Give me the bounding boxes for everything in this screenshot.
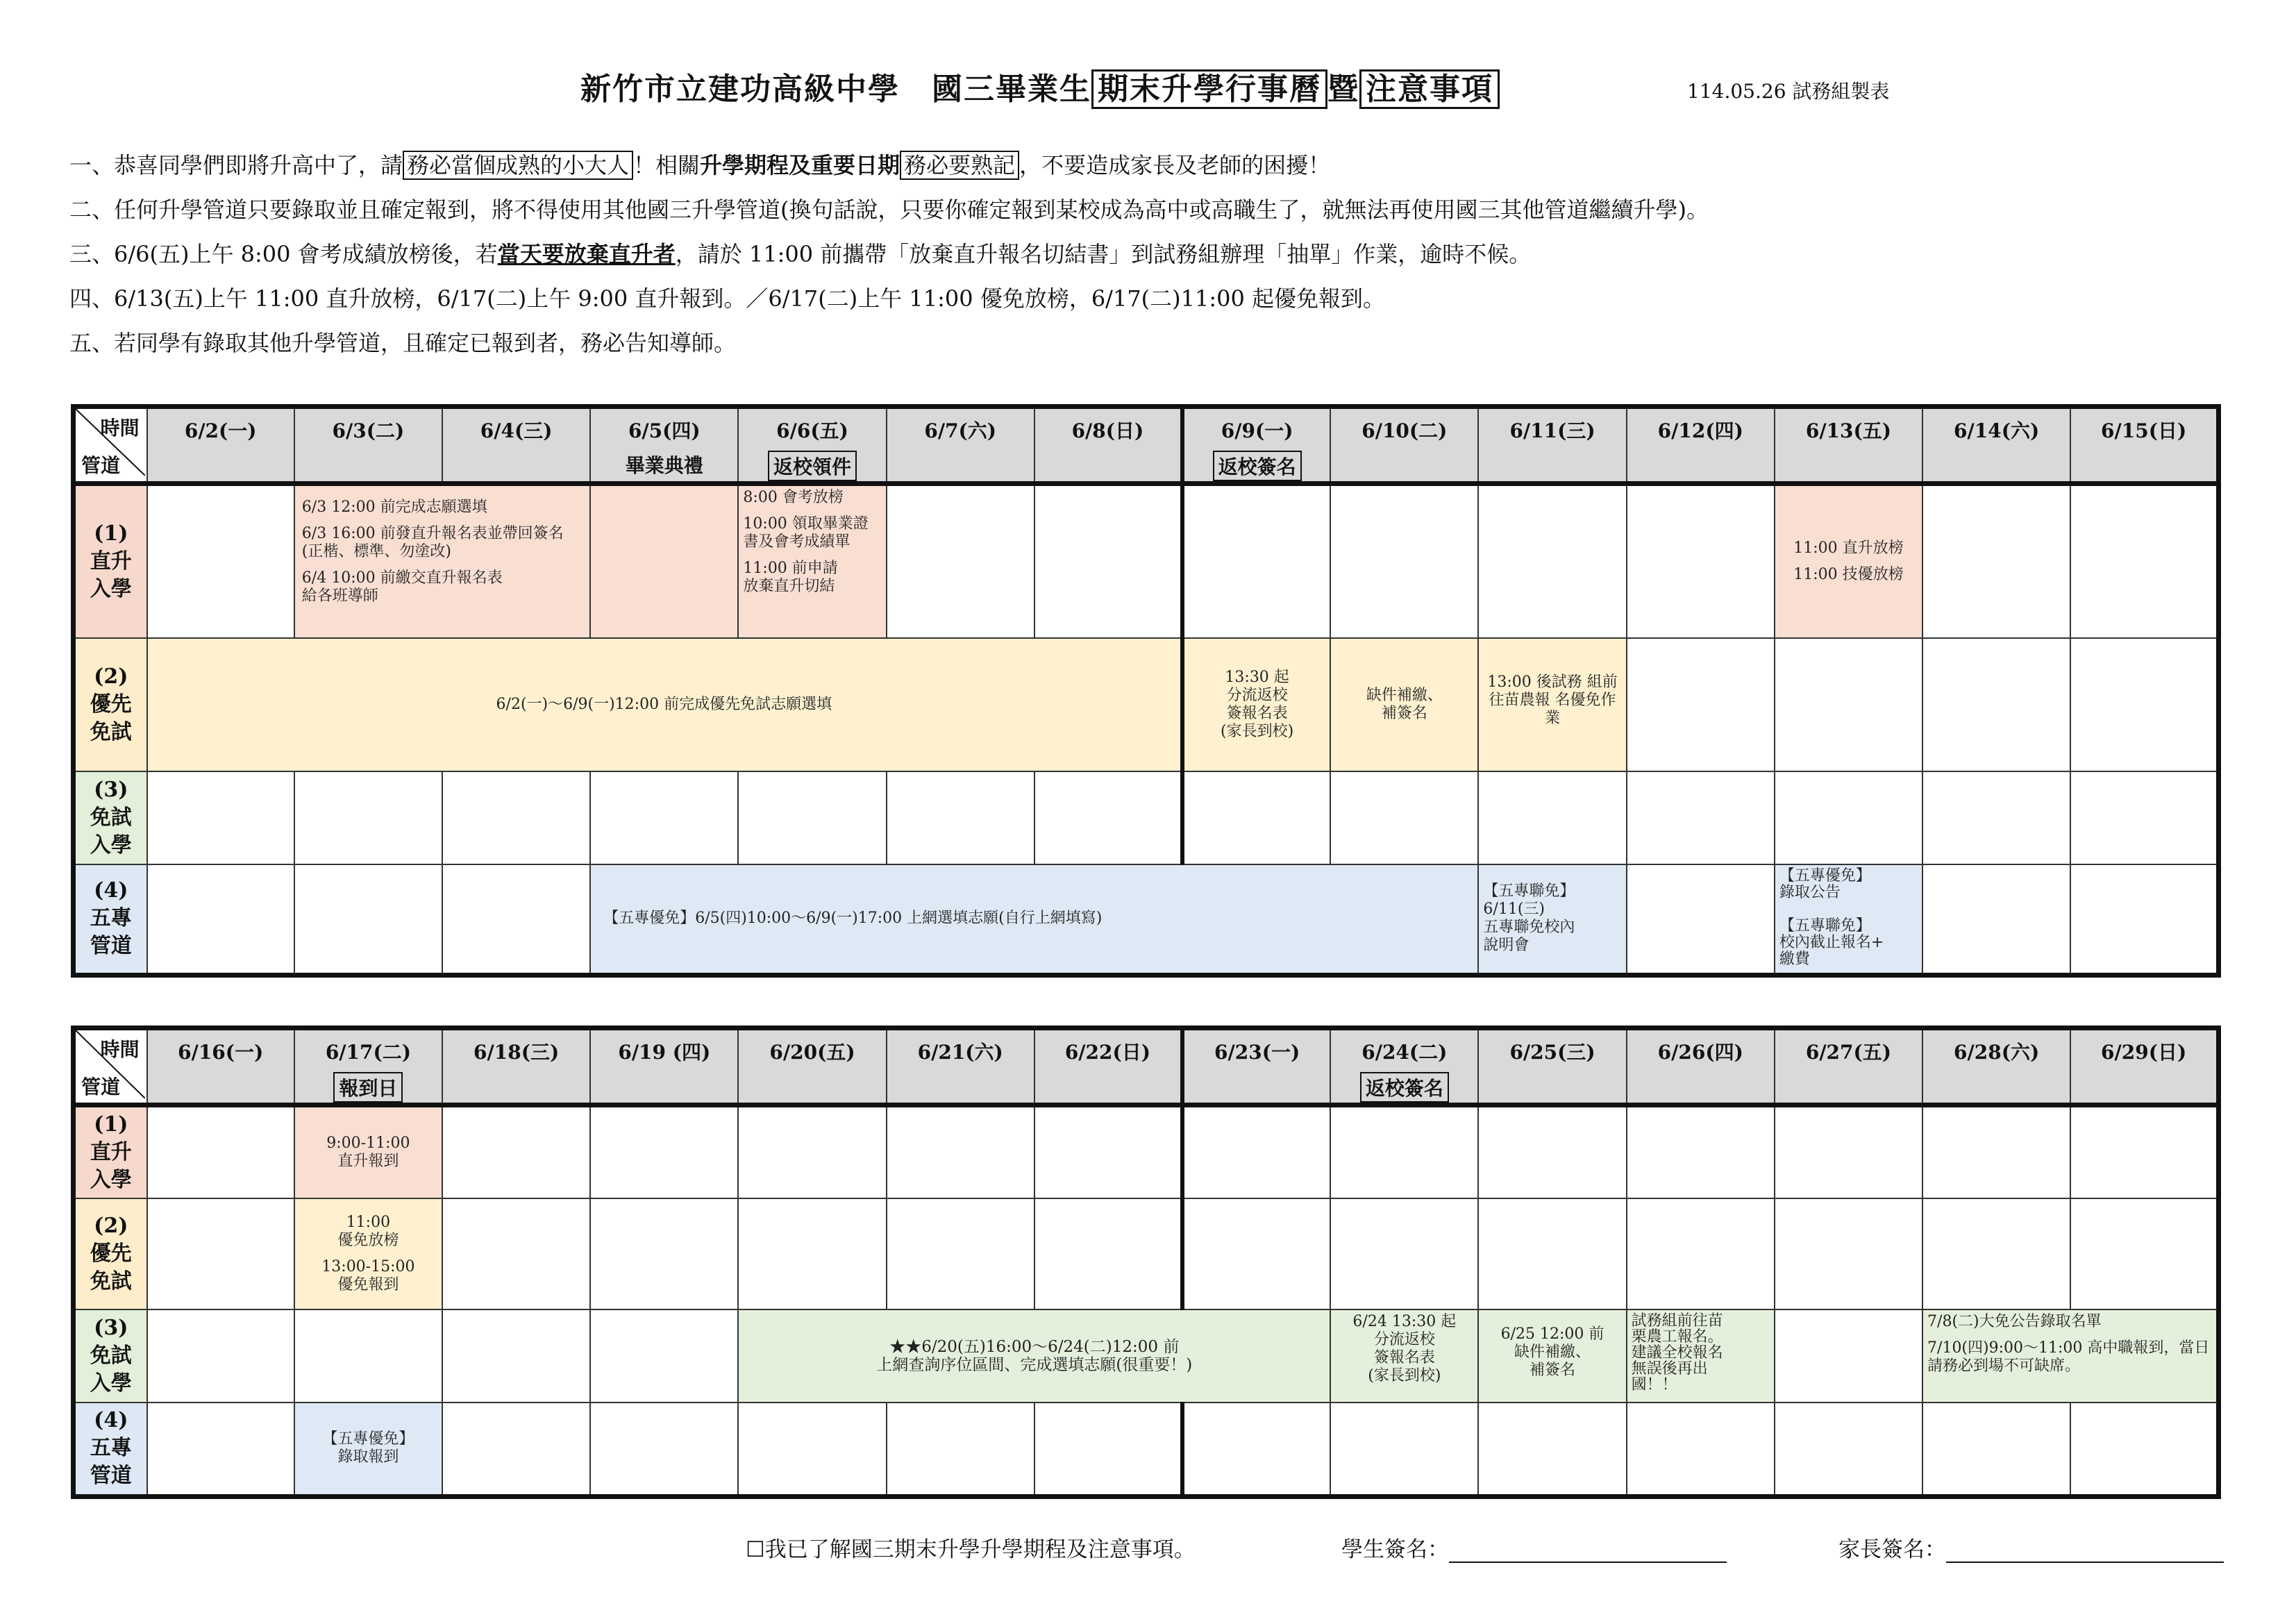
day-header <box>1627 1028 1775 1105</box>
event-cell <box>1775 864 1922 976</box>
day-header <box>887 1028 1034 1105</box>
date-stamp: 114.05.26 試務組製表 <box>1687 80 1890 103</box>
week-2-row-priority <box>74 1198 2219 1309</box>
event-text: 11:00 優免放榜 <box>337 1213 399 1249</box>
note-1-boxed-b: 務必要熟記 <box>900 151 1019 180</box>
calendar-cell <box>294 1309 442 1403</box>
calendar-cell <box>887 1105 1034 1198</box>
calendar-cell <box>1034 1105 1182 1198</box>
graduation-ceremony-label: 畢業典禮 <box>625 454 703 477</box>
note-4: 四、6/13(五)上午 11:00 直升放榜，6/17(二)上午 9:00 直升報到。／6/17(二)上午 11:00 優免放榜，6/17(二)11:00 起優免報到。 <box>69 285 1386 312</box>
event-cell <box>1775 484 1922 638</box>
event-text: 13:00-15:00 優免報到 <box>321 1257 415 1294</box>
week-1-row-exam-free <box>74 771 2219 864</box>
event-cell <box>294 1403 442 1497</box>
student-signature <box>1341 1532 1727 1563</box>
event-text: 10:00 領取畢業證書及會考成績單 <box>743 515 869 551</box>
calendar-cell <box>1775 1105 1922 1198</box>
calendar-cell <box>147 771 294 864</box>
day-label: 6/25(三) <box>1509 1041 1595 1064</box>
day-label: 6/11(三) <box>1509 419 1595 442</box>
corner-cell <box>74 1028 147 1105</box>
calendar-cell <box>147 1105 294 1198</box>
title-boxed-calendar: 期末升學行事曆 <box>1091 69 1327 109</box>
calendar-week-1 <box>71 404 2221 978</box>
note-1-text-a: 一、恭喜同學們即將升高中了，請 <box>69 152 403 178</box>
day-header <box>1775 407 1922 484</box>
calendar-cell <box>147 484 294 638</box>
calendar-cell <box>2070 1403 2218 1497</box>
calendar-cell <box>1922 864 2070 976</box>
event-text: 9:00-11:00 直升報到 <box>326 1134 410 1170</box>
row-label-exam-free: (3) 免試 入學 <box>74 1309 147 1403</box>
event-text: 【五專優免】6/5(四)10:00～6/9(一)17:00 上網選填志願(自行上網填寫) <box>603 910 1103 928</box>
calendar-cell <box>1182 1403 1330 1497</box>
week-1-row-direct <box>74 484 2219 638</box>
day-header <box>147 407 294 484</box>
calendar-cell <box>738 1403 886 1497</box>
event-text: 6/3 12:00 前完成志願選填 <box>301 499 487 516</box>
week-1-row-junior-college <box>74 864 2219 976</box>
day-header <box>1478 1028 1626 1105</box>
row-label-junior-college: (4) 五專 管道 <box>74 1403 147 1497</box>
week-2-row-direct <box>74 1105 2219 1198</box>
day-header <box>294 1028 442 1105</box>
event-text: 【五專聯免】 6/11(三) 五專聯免校內 說明會 <box>1483 882 1575 955</box>
calendar-cell <box>590 771 738 864</box>
day-label: 6/15(日) <box>2101 419 2187 442</box>
day-header <box>1330 1028 1478 1105</box>
calendar-cell <box>1775 771 1922 864</box>
event-cell <box>294 484 590 638</box>
day-label: 6/21(六) <box>917 1041 1003 1064</box>
week-1-header-row <box>74 407 2219 484</box>
calendar-cell <box>1627 1105 1775 1198</box>
acknowledge-checkbox-label[interactable]: ☐我已了解國三期末升學升學期程及注意事項。 <box>746 1537 1196 1562</box>
day-header <box>1034 1028 1182 1105</box>
calendar-cell <box>1330 1198 1478 1309</box>
event-cell <box>738 484 886 638</box>
day-label: 6/7(六) <box>924 419 997 442</box>
event-text: 11:00 技優放榜 <box>1793 565 1904 583</box>
day-label: 6/2(一) <box>184 419 257 442</box>
day-label: 6/16(一) <box>178 1041 264 1064</box>
event-text: 13:30 起 分流返校 簽報名表 (家長到校) <box>1221 668 1294 740</box>
calendar-cell <box>1775 1403 1922 1497</box>
calendar-cell <box>147 1403 294 1497</box>
event-cell <box>1182 638 1330 771</box>
calendar-cell <box>442 1198 590 1309</box>
day-label: 6/10(二) <box>1361 419 1448 442</box>
title-boxed-notes: 注意事項 <box>1359 69 1500 109</box>
calendar-cell <box>2070 771 2218 864</box>
calendar-cell <box>738 1198 886 1309</box>
event-cell <box>1627 1309 1775 1403</box>
calendar-cell <box>442 1403 590 1497</box>
calendar-cell <box>887 484 1034 638</box>
calendar-cell <box>147 864 294 976</box>
calendar-cell <box>1627 1198 1775 1309</box>
event-cell <box>147 638 1182 771</box>
title-school: 新竹市立建功高級中學 國三畢業生 <box>580 72 1091 107</box>
page-title <box>580 64 1500 108</box>
calendar-cell <box>1922 1403 2070 1497</box>
week-2-row-junior-college <box>74 1403 2219 1497</box>
calendar-week-2 <box>71 1026 2221 1499</box>
note-1-bold: 升學期程及重要日期 <box>700 152 900 178</box>
return-pickup-label: 返校領件 <box>768 451 857 481</box>
calendar-cell <box>1775 1198 1922 1309</box>
calendar-cell <box>2070 484 2218 638</box>
day-label: 6/14(六) <box>1954 419 2040 442</box>
day-label: 6/19 (四) <box>618 1041 711 1064</box>
week-2-header-row <box>74 1028 2219 1105</box>
calendar-cell <box>1182 771 1330 864</box>
day-label: 6/28(六) <box>1954 1041 2040 1064</box>
day-header <box>442 1028 590 1105</box>
calendar-cell <box>1182 1198 1330 1309</box>
calendar-cell <box>2070 638 2218 771</box>
title-connector: 暨 <box>1327 72 1359 107</box>
calendar-cell <box>1478 771 1626 864</box>
day-header <box>738 1028 886 1105</box>
calendar-cell <box>1478 1105 1626 1198</box>
corner-time-label: 時間 <box>100 1038 140 1061</box>
calendar-cell <box>1034 1403 1182 1497</box>
event-text: ★★6/20(五)16:00～6/24(二)12:00 前 上網查詢序位區間、完成選填志願(很重要！) <box>876 1337 1193 1374</box>
event-cell <box>1478 864 1626 976</box>
day-header <box>1775 1028 1922 1105</box>
calendar-cell <box>1330 1105 1478 1198</box>
calendar-cell <box>1034 1198 1182 1309</box>
calendar-cell <box>738 771 886 864</box>
day-header <box>2070 1028 2218 1105</box>
calendar-cell <box>442 1105 590 1198</box>
day-header <box>1627 407 1775 484</box>
event-cell <box>294 1198 442 1309</box>
student-signature-line[interactable] <box>1449 1538 1727 1563</box>
event-cell <box>590 484 738 638</box>
calendar-cell <box>294 771 442 864</box>
signature-footer <box>746 1532 2273 1566</box>
calendar-cell <box>738 1105 886 1198</box>
row-label-junior-college: (4) 五專 管道 <box>74 864 147 976</box>
event-text: 11:00 直升放榜 <box>1793 539 1904 557</box>
day-header <box>147 1028 294 1105</box>
note-3-text-a: 三、6/6(五)上午 8:00 會考成績放榜後，若 <box>69 241 498 267</box>
calendar-cell <box>1330 771 1478 864</box>
day-label: 6/4(三) <box>480 419 553 442</box>
event-text: 試務組前往苗 栗農工報名。 建議全校報名 無誤後再出 國！！ <box>1631 1312 1723 1393</box>
parent-signature <box>1838 1532 2224 1563</box>
title-row <box>0 64 2296 119</box>
calendar-cell <box>1330 484 1478 638</box>
day-label: 6/24(二) <box>1361 1041 1448 1064</box>
corner-cell <box>74 407 147 484</box>
calendar-cell <box>1330 1403 1478 1497</box>
calendar-cell <box>1922 484 2070 638</box>
calendar-cell <box>1775 638 1922 771</box>
event-cell <box>738 1309 1330 1403</box>
calendar-cell <box>1182 484 1330 638</box>
event-text: 【五專優免】 錄取公告 【五專聯免】 校內截止報名+ 繳費 <box>1779 867 1884 968</box>
calendar-cell <box>1922 1198 2070 1309</box>
calendar-cell <box>1627 864 1775 976</box>
day-header <box>1922 407 2070 484</box>
calendar-cell <box>2070 1198 2218 1309</box>
row-label-direct: (1) 直升 入學 <box>74 1105 147 1198</box>
day-label: 6/3(二) <box>332 419 405 442</box>
return-sign-label: 返校簽名 <box>1213 451 1302 481</box>
event-cell <box>1922 1309 2218 1403</box>
note-3-text-b: ，請於 11:00 前攜帶「放棄直升報名切結書」到試務組辦理「抽單」作業，逾時不候。 <box>675 241 1532 267</box>
return-sign-label: 返校簽名 <box>1360 1072 1449 1103</box>
day-header <box>590 1028 738 1105</box>
event-text: 7/10(四)9:00～11:00 高中職報到，當日請務必到場不可缺席。 <box>1927 1339 2210 1375</box>
event-text: 缺件補繳、 補簽名 <box>1366 686 1443 722</box>
calendar-cell <box>1182 1105 1330 1198</box>
event-cell <box>590 864 1478 976</box>
calendar-cell <box>1627 484 1775 638</box>
calendar-cell <box>442 864 590 976</box>
day-header <box>1034 407 1182 484</box>
day-header <box>590 407 738 484</box>
event-text: 8:00 會考放榜 <box>743 489 844 506</box>
note-5: 五、若同學有錄取其他升學管道，且確定已報到者，務必告知導師。 <box>69 330 737 356</box>
event-text: 6/25 12:00 前 缺件補繳、 補簽名 <box>1500 1325 1604 1379</box>
calendar-cell <box>1922 771 2070 864</box>
note-1 <box>69 143 2256 187</box>
day-label: 6/26(四) <box>1657 1041 1743 1064</box>
row-label-priority: (2) 優先 免試 <box>74 638 147 771</box>
event-cell <box>1330 1309 1478 1403</box>
calendar-cell <box>294 864 442 976</box>
row-label-exam-free: (3) 免試 入學 <box>74 771 147 864</box>
calendar-cell <box>1034 771 1182 864</box>
event-text: 7/8(二)大免公告錄取名單 <box>1927 1312 2102 1330</box>
day-label: 6/5(四) <box>628 419 701 442</box>
day-header <box>2070 407 2218 484</box>
day-header <box>1182 407 1330 484</box>
event-text: 6/24 13:30 起 分流返校 簽報名表 (家長到校) <box>1352 1312 1457 1384</box>
day-label: 6/23(一) <box>1214 1041 1300 1064</box>
row-label-direct: (1) 直升 入學 <box>74 484 147 638</box>
parent-signature-line[interactable] <box>1946 1538 2224 1563</box>
calendar-cell <box>147 1309 294 1403</box>
corner-channel-label: 管道 <box>81 454 121 477</box>
day-label: 6/6(五) <box>776 419 848 442</box>
week-2-row-exam-free <box>74 1309 2219 1403</box>
day-label: 6/17(二) <box>325 1041 411 1064</box>
note-1-text-b: ！相關 <box>633 152 701 178</box>
row-label-priority: (2) 優先 免試 <box>74 1198 147 1309</box>
day-label: 6/12(四) <box>1657 419 1743 442</box>
calendar-cell <box>590 1105 738 1198</box>
event-cell <box>1330 638 1478 771</box>
event-text: 6/3 16:00 前發直升報名表並帶回簽名(正楷、標準、勿塗改) <box>301 525 564 560</box>
event-text: 【五專優免】 錄取報到 <box>322 1430 414 1466</box>
event-text: 11:00 前申請 放棄直升切結 <box>743 560 838 595</box>
day-header <box>442 407 590 484</box>
note-3 <box>69 232 2256 276</box>
calendar-cell <box>1478 484 1626 638</box>
day-label: 6/22(日) <box>1064 1041 1150 1064</box>
event-text: 13:00 後試務 組前往苗農報 名優免作業 <box>1487 673 1618 727</box>
calendar-cell <box>2070 1105 2218 1198</box>
corner-channel-label: 管道 <box>81 1075 121 1098</box>
day-header <box>738 407 886 484</box>
day-label: 6/29(日) <box>2101 1041 2187 1064</box>
calendar-cell <box>2070 864 2218 976</box>
calendar-cell <box>887 1198 1034 1309</box>
note-2: 二、任何升學管道只要錄取並且確定報到，將不得使用其他國三升學管道(換句話說，只要你確定報到某校成為高中或高職生了，就無法再使用國三其他管道繼續升學)。 <box>69 196 1709 223</box>
note-1-text-c: ，不要造成家長及老師的困擾！ <box>1019 152 1331 178</box>
day-label: 6/13(五) <box>1805 419 1892 442</box>
event-text: 6/4 10:00 前繳交直升報名表 給各班導師 <box>301 569 503 605</box>
calendar-cell <box>590 1403 738 1497</box>
calendar-cell <box>1034 484 1182 638</box>
corner-time-label: 時間 <box>100 417 140 440</box>
day-label: 6/20(五) <box>769 1041 855 1064</box>
day-header <box>294 407 442 484</box>
calendar-cell <box>442 1309 590 1403</box>
calendar-cell <box>590 1309 738 1403</box>
day-header <box>1478 407 1626 484</box>
calendar-cell <box>147 1198 294 1309</box>
event-cell <box>294 1105 442 1198</box>
calendar-cell <box>887 771 1034 864</box>
day-header <box>1922 1028 2070 1105</box>
day-label: 6/8(日) <box>1071 419 1144 442</box>
calendar-cell <box>1627 771 1775 864</box>
event-cell <box>1478 1309 1626 1403</box>
calendar-cell <box>1922 638 2070 771</box>
report-day-label: 報到日 <box>333 1072 403 1103</box>
notes-list <box>69 143 2256 365</box>
student-signature-label: 學生簽名： <box>1341 1537 1449 1562</box>
day-header <box>887 407 1034 484</box>
event-text: 6/2(一)～6/9(一)12:00 前完成優先免試志願選填 <box>496 695 832 713</box>
event-cell <box>1478 638 1626 771</box>
day-header <box>1330 407 1478 484</box>
day-label: 6/27(五) <box>1805 1041 1892 1064</box>
calendar-cell <box>590 1198 738 1309</box>
calendar-cell <box>1478 1198 1626 1309</box>
parent-signature-label: 家長簽名： <box>1838 1537 1946 1562</box>
calendar-cell <box>887 1403 1034 1497</box>
calendar-cell <box>1922 1105 2070 1198</box>
calendar-cell <box>1775 1309 1922 1403</box>
week-1-row-priority <box>74 638 2219 771</box>
note-1-boxed-a: 務必當個成熟的小大人 <box>403 151 633 180</box>
day-label: 6/18(三) <box>474 1041 560 1064</box>
calendar-cell <box>1627 638 1775 771</box>
day-header <box>1182 1028 1330 1105</box>
day-label: 6/9(一) <box>1221 419 1293 442</box>
calendar-cell <box>1627 1403 1775 1497</box>
calendar-cell <box>442 771 590 864</box>
note-3-bold: 當天要放棄直升者 <box>497 241 676 267</box>
calendar-cell <box>1478 1403 1626 1497</box>
